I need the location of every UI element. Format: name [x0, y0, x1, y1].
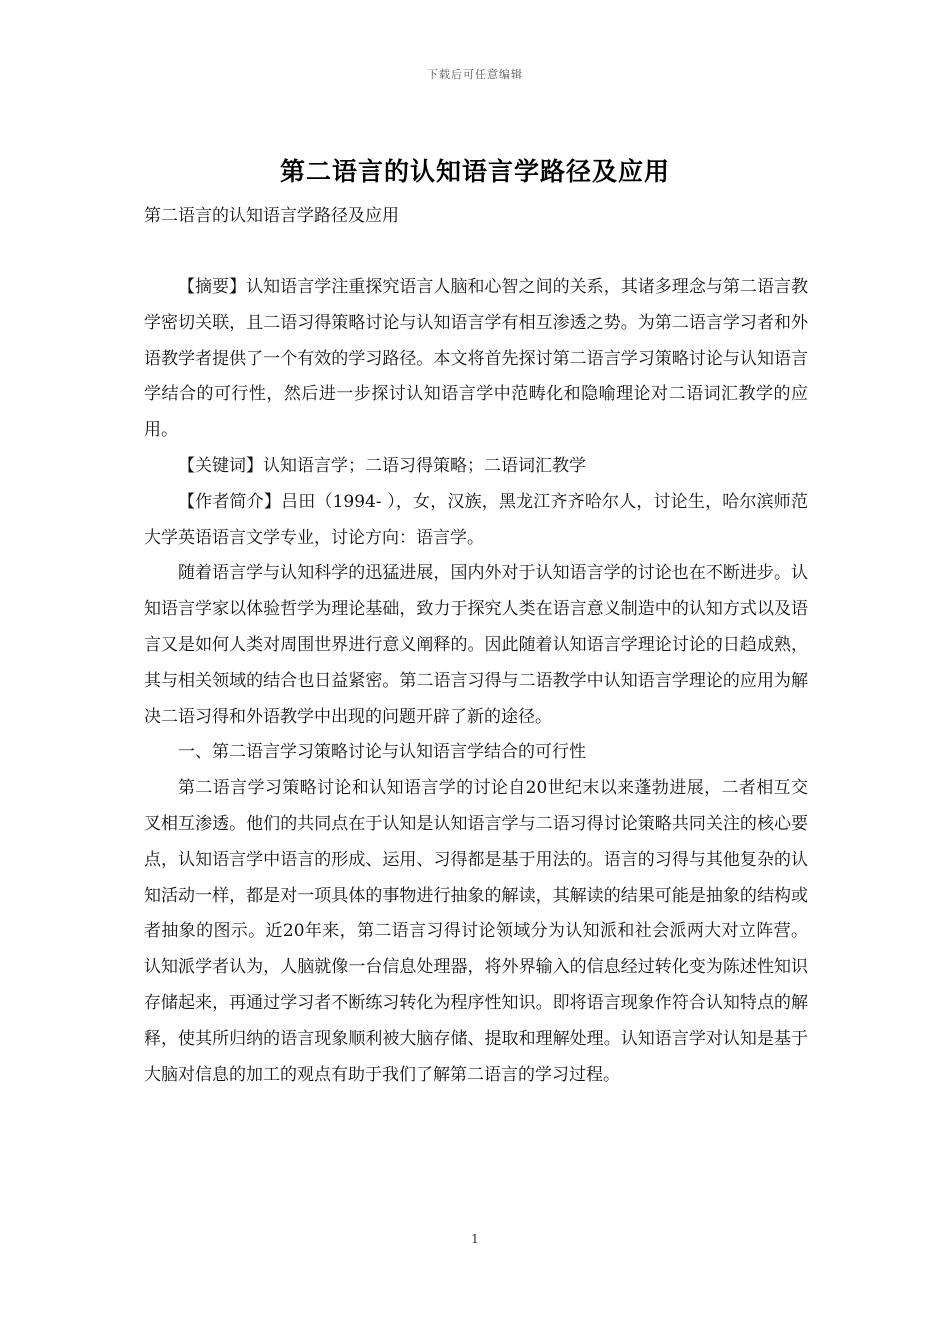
abstract-paragraph: 【摘要】认知语言学注重探究语言人脑和心智之间的关系，其诸多理念与第二语言教学密切关联，且二语习得策略讨论与认知语言学有相互渗透之势。为第二语言学习者和外语教学者提供了一个有效的学习路径。本文将首先探讨第二语言学习策略讨论与认知语言学结合的可行性，然后进一步探讨认知语言学中范畴化和隐喻理论对二语词汇教学的应用。 [144, 277, 808, 441]
section-1-paragraph: 第二语言学习策略讨论和认知语言学的讨论自20世纪末以来蓬勃进展，二者相互交叉相互渗透。他们的共同点在于认知是认知语言学与二语习得讨论策略共同关注的核心要点，认知语言学中语言的形成、运用、习得都是基于用法的。语言的习得与其他复杂的认知活动一样，都是对一项具体的事物进行抽象的解读，其解读的结果可能是抽象的结构或者抽象的图示。近20年来，第二语言习得讨论领域分为认知派和社会派两大对立阵营。认知派学者认为，人脑就像一台信息处理器，将外界输入的信息经过转化变为陈述性知识存储起来，再通过学习者不断练习转化为程序性知识。即将语言现象作符合认知特点的解释，使其所归纳的语言现象顺利被大脑存储、提取和理解处理。认知语言学对认知是基于大脑对信息的加工的观点有助于我们了解第二语言的学习过程。 [144, 778, 808, 1085]
keywords-paragraph: 【关键词】认知语言学；二语习得策略；二语词汇教学 [178, 455, 586, 476]
section-heading-1: 一、第二语言学习策略讨论与认知语言学结合的可行性 [178, 742, 586, 763]
page-header: 下载后可任意编辑 [427, 68, 523, 81]
page-number: 1 [471, 1232, 479, 1246]
author-bio-paragraph: 【作者简介】吕田（1994- ），女，汉族，黑龙江齐齐哈尔人，讨论生，哈尔滨师范大学英语语言文学专业，讨论方向：语言学。 [144, 491, 808, 548]
intro-paragraph: 随着语言学与认知科学的迅猛进展，国内外对于认知语言学的讨论也在不断进步。认知语言学家以体验哲学为理论基础，致力于探究人类在语言意义制造中的认知方式以及语言又是如何人类对周围世界进行意义阐释的。因此随着认知语言学理论讨论的日趋成熟， 其与相关领域的结合也日益紧密。第二语言习得与二语教学中认知语言学理论的应用为解决二语习得和外语教学中出现的问题开辟了新的途径。 [144, 563, 808, 727]
document-body [144, 270, 808, 1093]
document-title: 第二语言的认知语言学路径及应用 [279, 157, 670, 186]
document-subtitle: 第二语言的认知语言学路径及应用 [144, 206, 399, 226]
